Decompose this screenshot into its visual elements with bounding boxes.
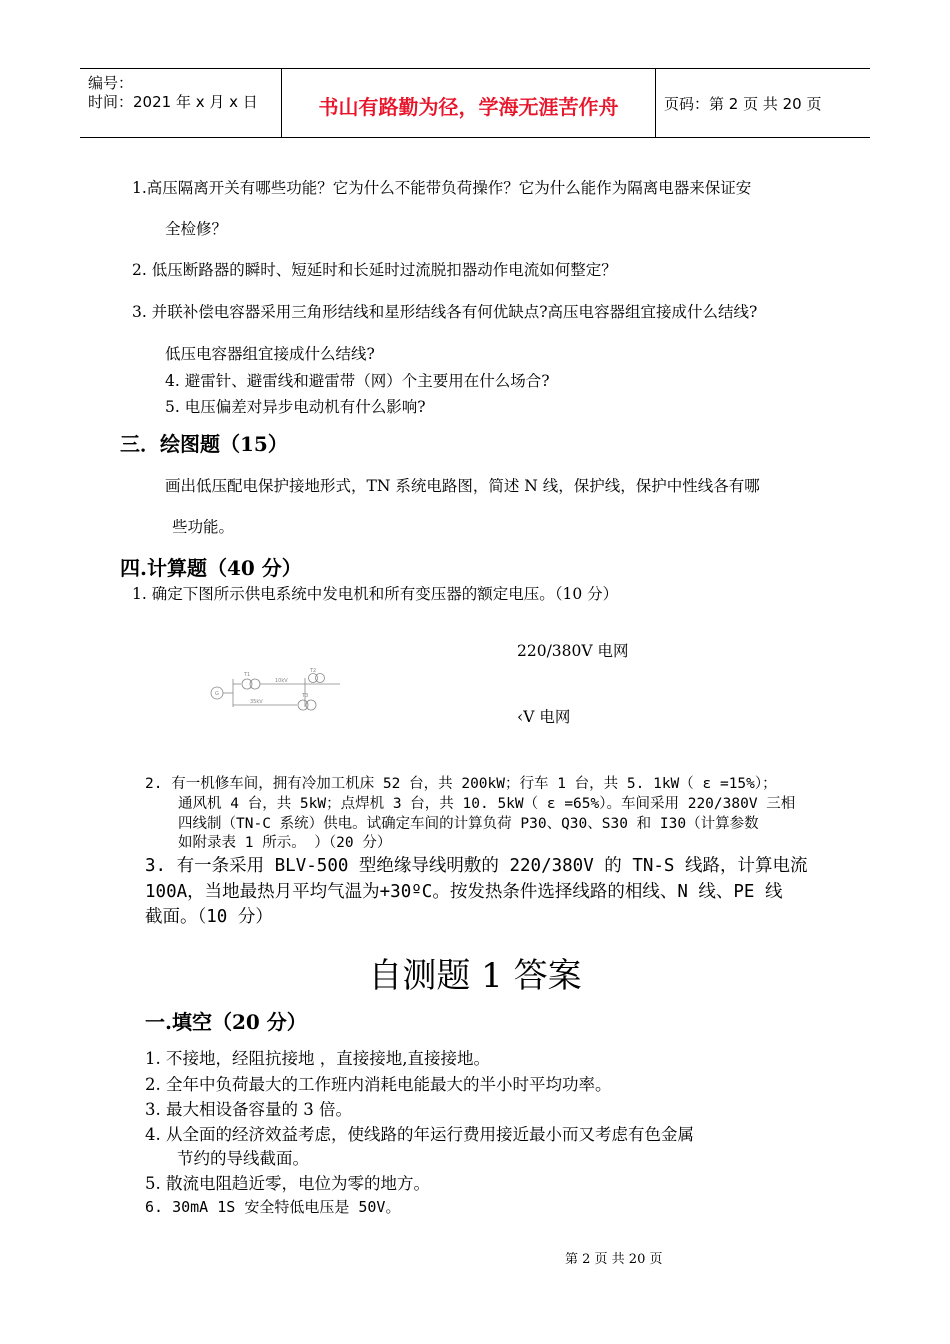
grid-kv-label: ‹V 电网: [517, 708, 571, 726]
time-label: 时间：2021 年 x 月 x 日: [88, 93, 258, 111]
section-4-title: 四.计算题（40 分）: [120, 556, 302, 580]
calc-question-3-line-3: 截面。（10 分）: [145, 907, 273, 927]
calc-question-3-line-1: 3. 有一条采用 BLV-500 型绝缘导线明敷的 220/380V 的 TN-S 线路，计算电流: [145, 856, 808, 876]
label-t3: T3: [302, 693, 309, 699]
transformer-t2-winding-1: [309, 674, 318, 683]
header-page-cell: [656, 69, 870, 137]
header-table: [80, 68, 870, 138]
header-motto-cell: [282, 69, 656, 137]
answer-3: 3. 最大相设备容量的 3 倍。: [145, 1100, 352, 1119]
page-label: 页码：第 2 页 共 20 页: [664, 95, 822, 113]
answer-4-line-2: 节约的导线截面。: [177, 1149, 309, 1168]
section-3-title: 三．绘图题（15）: [120, 432, 288, 456]
footer-page-number: 第 2 页 共 20 页: [565, 1252, 663, 1267]
calc-question-1: 1. 确定下图所示供电系统中发电机和所有变压器的额定电压。（10 分）: [132, 585, 619, 603]
section-3-line-1: 画出低压配电保护接地形式，TN 系统电路图，简述 N 线，保护线，保护中性线各有哪: [165, 477, 760, 495]
label-t1: T1: [244, 672, 251, 678]
motto: 书山有路勤为径，学海无涯苦作舟: [318, 95, 619, 119]
label-35kv: 35kV: [250, 699, 263, 705]
serial-label: 编号：: [88, 74, 134, 92]
answer-6: 6. 30mA 1S 安全特低电压是 50V。: [145, 1198, 401, 1216]
transformer-t3-winding-2: [306, 700, 316, 710]
question-3-line-1: 3. 并联补偿电容器采用三角形结线和星形结线各有何优缺点?高压电容器组宜接成什么结线?: [132, 303, 758, 321]
calc-question-3-line-2: 100A，当地最热月平均气温为+30ºC。按发热条件选择线路的相线、N 线、PE 线: [145, 882, 783, 902]
calc-question-2-line-4: 如附录表 1 所示。 ）（20 分）: [178, 835, 392, 851]
answers-section-1-title: 一.填空（20 分）: [145, 1010, 307, 1034]
header-info-cell: [80, 69, 282, 137]
transformer-t2-winding-2: [316, 674, 325, 683]
transformer-t3-winding-1: [298, 700, 308, 710]
label-t2: T2: [310, 668, 317, 674]
question-4: 4. 避雷针、避雷线和避雷带（网）个主要用在什么场合?: [165, 372, 550, 390]
answer-4-line-1: 4. 从全面的经济效益考虑，使线路的年运行费用接近最小而又考虑有色金属: [145, 1125, 694, 1144]
question-2: 2. 低压断路器的瞬时、短延时和长延时过流脱扣器动作电流如何整定？: [132, 261, 617, 279]
transformer-t1-winding-2: [250, 679, 260, 689]
calc-question-2-line-1: 2. 有一机修车间，拥有冷加工机床 52 台，共 200kW；行车 1 台，共 5. 1kW（ ε =15%）；: [145, 776, 777, 792]
calc-question-2-line-3: 四线制（TN-C 系统）供电。试确定车间的计算负荷 P30、Q30、S30 和 I30（计算参数: [178, 816, 759, 832]
question-1-line-1: 1.高压隔离开关有哪些功能？它为什么不能带负荷操作？它为什么能作为隔离电器来保证安: [132, 179, 752, 197]
question-1-line-2: 全检修？: [165, 220, 228, 238]
transformer-t1-winding-1: [242, 679, 252, 689]
grid-220-label: 220/380V 电网: [517, 642, 629, 660]
label-10kv: 10kV: [275, 678, 288, 684]
answers-title: 自测题 1 答案: [368, 956, 582, 996]
answer-5: 5. 散流电阻趋近零，电位为零的地方。: [145, 1174, 430, 1193]
label-g: G: [215, 691, 219, 697]
answer-2: 2. 全年中负荷最大的工作班内消耗电能最大的半小时平均功率。: [145, 1075, 612, 1094]
answer-1: 1. 不接地，经阻抗接地 ，直接接地,直接接地。: [145, 1049, 490, 1068]
power-system-diagram: [205, 665, 355, 715]
question-5: 5. 电压偏差对异步电动机有什么影响?: [165, 398, 426, 416]
section-3-line-2: 些功能。: [172, 518, 235, 536]
calc-question-2-line-2: 通风机 4 台，共 5kW；点焊机 3 台，共 10. 5kW（ ε =65%）。车间采用 220/380V 三相: [178, 796, 796, 812]
question-3-line-2: 低压电容器组宜接成什么结线?: [165, 345, 375, 363]
